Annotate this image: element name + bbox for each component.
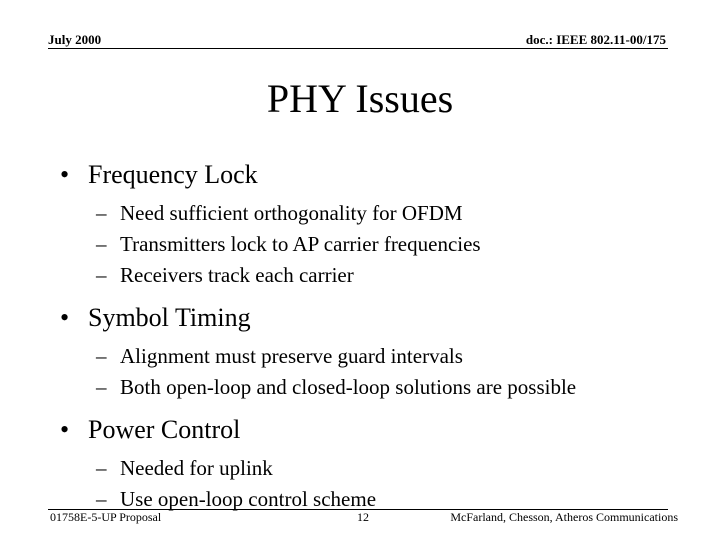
sub-bullet-dash: –	[96, 456, 107, 480]
bullet-dot: •	[60, 415, 70, 444]
header-date: July 2000	[48, 32, 102, 47]
sub-bullet-text: Receivers track each carrier	[120, 263, 354, 287]
sub-bullet-item	[60, 198, 680, 229]
sub-bullet-dash: –	[96, 263, 107, 287]
bullet-text: Frequency Lock	[88, 160, 258, 189]
header-doc-number: doc.: IEEE 802.11-00/175	[525, 32, 666, 47]
bullet-text: Power Control	[88, 415, 241, 444]
sub-bullet-text: Use open-loop control scheme	[120, 487, 377, 511]
bullet-group-frequency-lock	[60, 158, 680, 291]
sub-bullet-text: Transmitters lock to AP carrier frequencies	[120, 232, 481, 256]
sub-bullet-text: Needed for uplink	[120, 456, 273, 480]
sub-bullet-dash: –	[96, 232, 107, 256]
sub-bullet-text: Need sufficient orthogonality for OFDM	[120, 201, 463, 225]
sub-bullet-text: Both open-loop and closed-loop solutions are possible	[120, 375, 577, 399]
footer-authors: McFarland, Chesson, Atheros Communications	[450, 510, 678, 524]
sub-bullet-item	[60, 341, 680, 372]
bullet-dot: •	[60, 303, 70, 332]
bullet-text: Symbol Timing	[88, 303, 251, 332]
sub-bullet-dash: –	[96, 375, 107, 399]
footer-page-number: 12	[357, 510, 369, 524]
header-rule	[48, 48, 668, 49]
sub-bullet-dash: –	[96, 201, 107, 225]
bullet-item	[60, 413, 680, 447]
bullet-item	[60, 158, 680, 192]
sub-bullet-dash: –	[96, 344, 107, 368]
sub-bullet-text: Alignment must preserve guard intervals	[120, 344, 463, 368]
bullet-group-symbol-timing	[60, 301, 680, 403]
footer-proposal-id: 01758E-5-UP Proposal	[50, 510, 162, 524]
sub-bullet-item	[60, 260, 680, 291]
bullet-group-power-control	[60, 413, 680, 515]
bullet-item	[60, 301, 680, 335]
sub-bullet-item	[60, 453, 680, 484]
bullet-dot: •	[60, 160, 70, 189]
sub-bullet-item	[60, 372, 680, 403]
slide-body	[60, 158, 680, 525]
sub-bullet-dash: –	[96, 487, 107, 511]
sub-bullet-item	[60, 229, 680, 260]
slide-title: PHY Issues	[266, 76, 454, 121]
